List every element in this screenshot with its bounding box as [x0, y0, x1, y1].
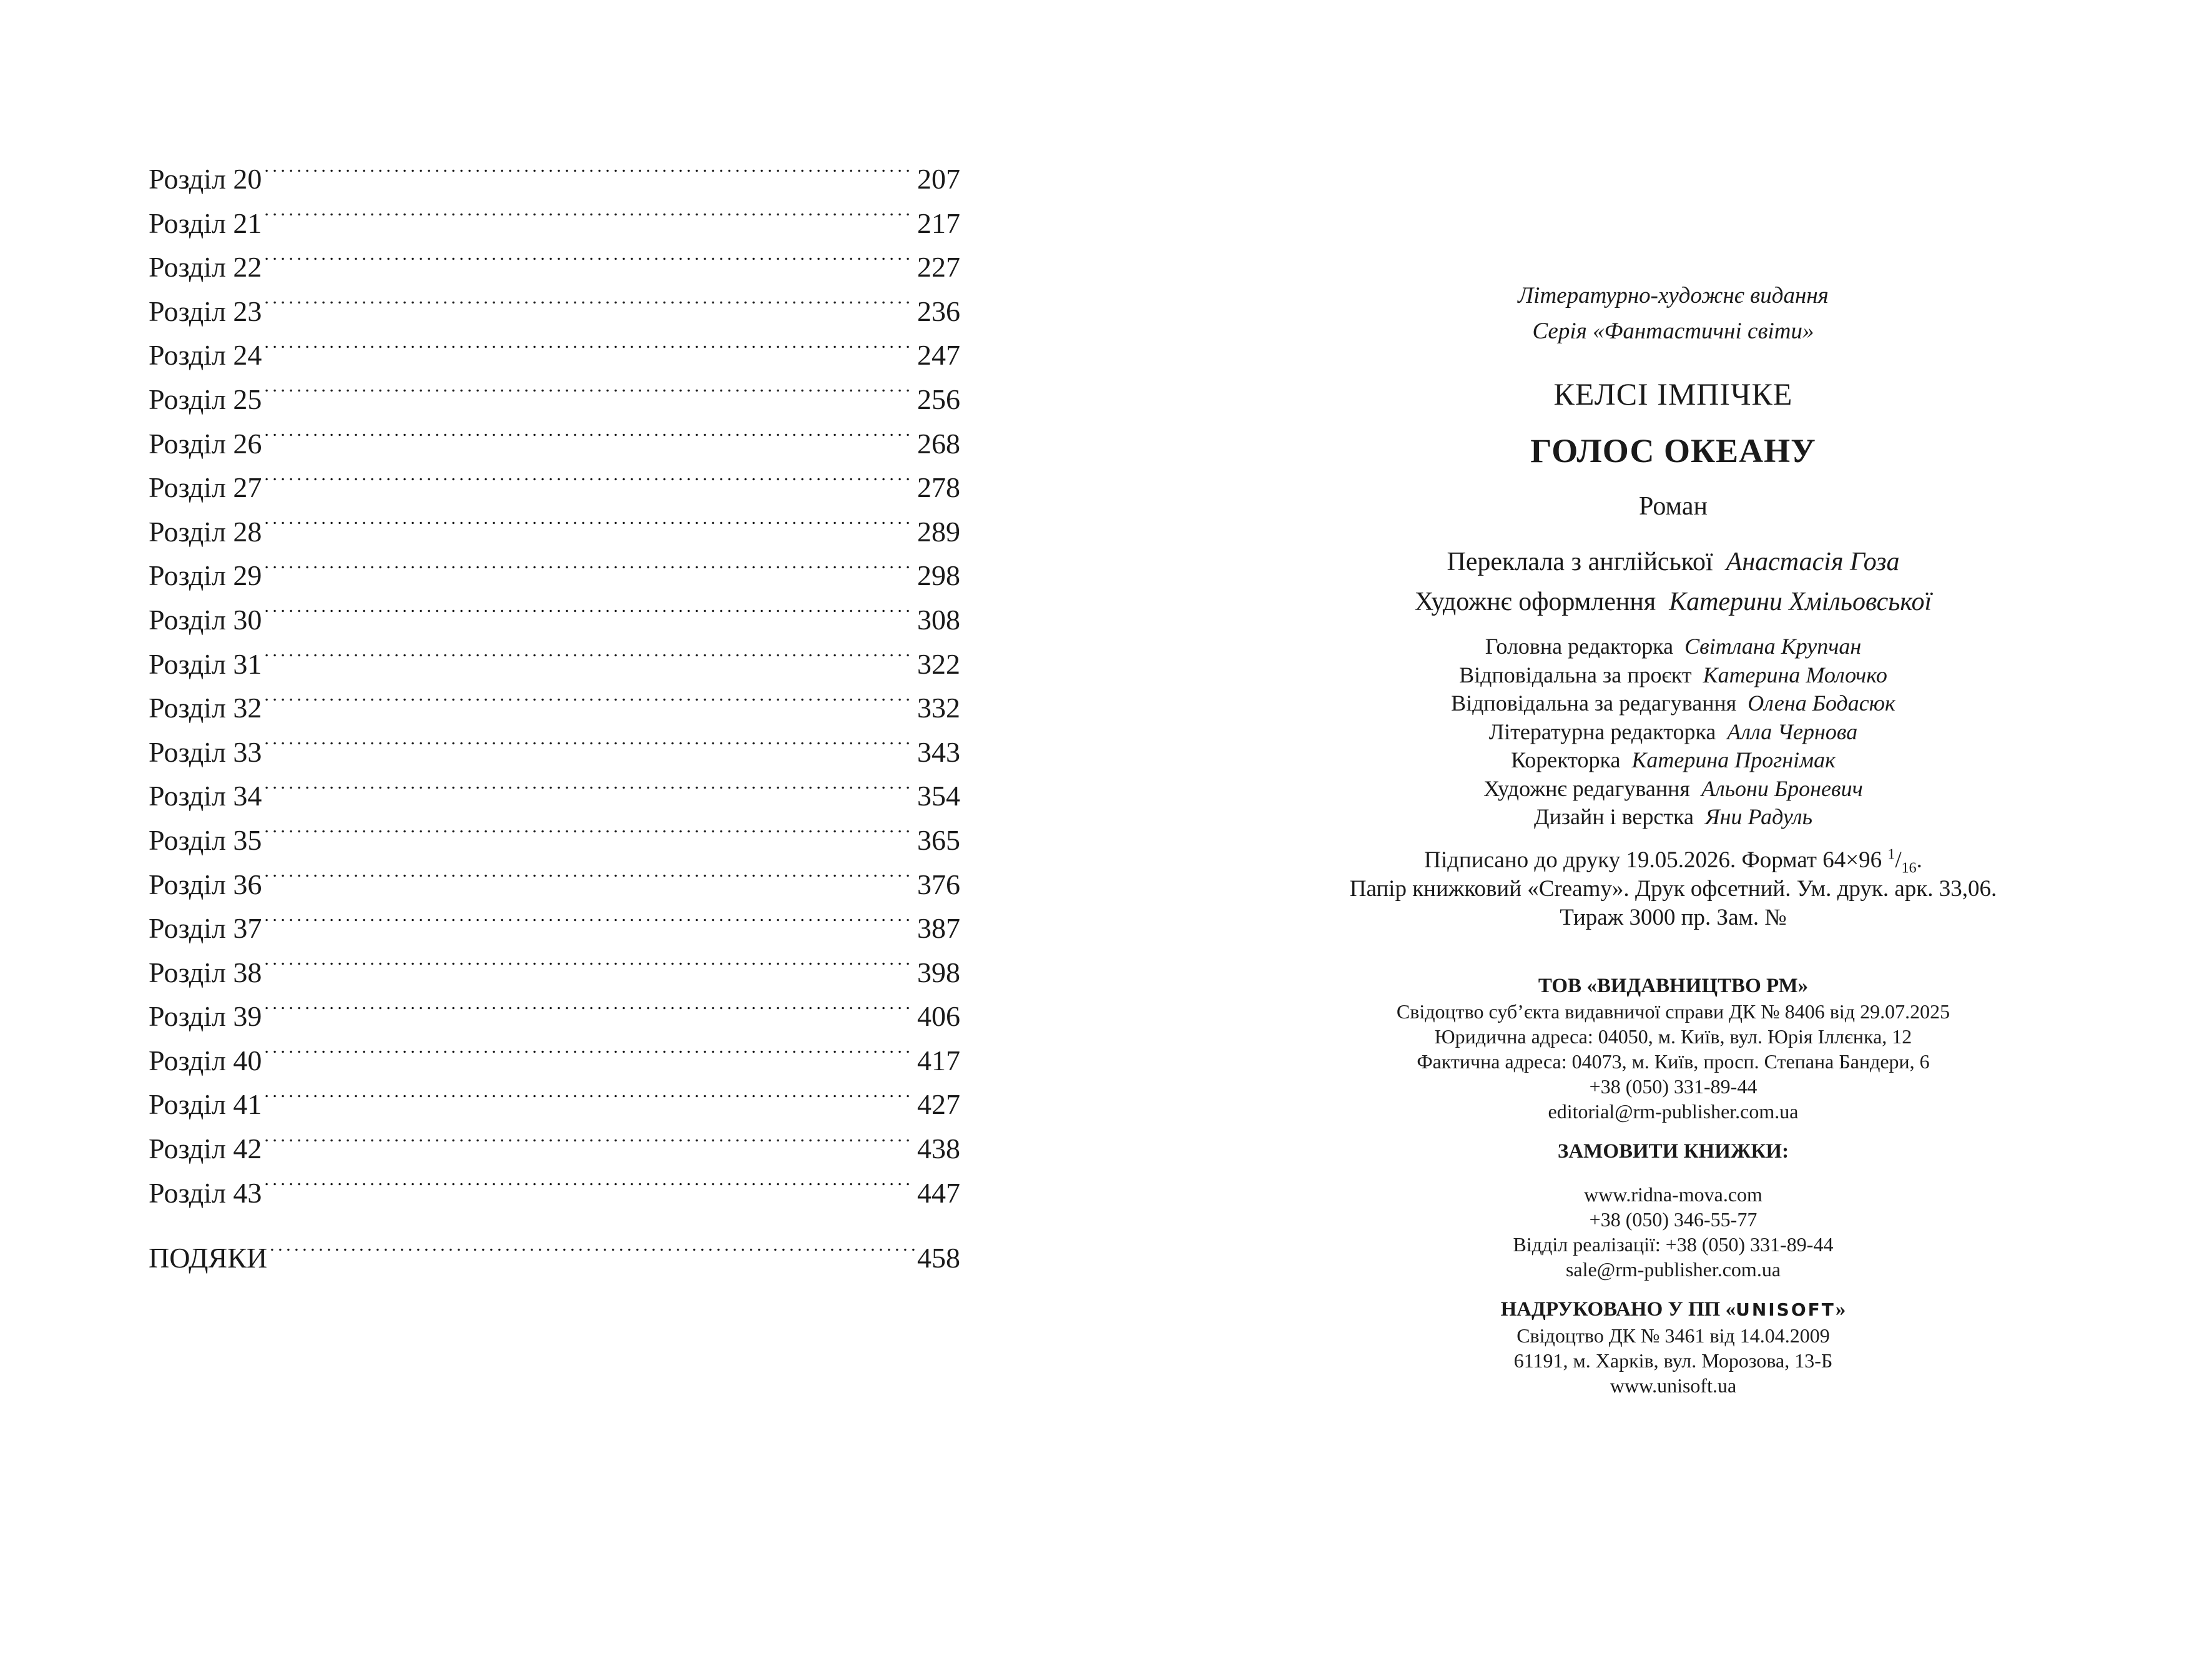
- genre: [1267, 489, 2079, 524]
- toc-entry-page: 343: [917, 736, 960, 768]
- toc-entry-page: 417: [917, 1044, 960, 1076]
- genre-text: Роман: [1639, 492, 1708, 521]
- toc-entry-label: ПОДЯКИ: [149, 1242, 268, 1274]
- printer-website: www.unisoft.ua: [1610, 1374, 1737, 1397]
- order-block: [1267, 1138, 2079, 1282]
- publisher-phone: +38 (050) 331-89-44: [1589, 1075, 1757, 1098]
- publisher-legal-address: Юридична адреса: 04050, м. Київ, вул. Юрія Іллєнка, 12: [1434, 1025, 1912, 1048]
- toc-entry-label: Розділ 25: [149, 383, 262, 415]
- toc-entry-label: Розділ 27: [149, 471, 262, 504]
- author-text: КЕЛСІ ІМПІЧКЕ: [1553, 377, 1793, 411]
- toc-leader-dots: [264, 556, 915, 585]
- toc-leader-dots: [264, 865, 915, 894]
- toc-leader-dots: [264, 645, 915, 674]
- print-signed-text: Підписано до друку 19.05.2026. Формат 64×96: [1424, 847, 1882, 873]
- print-signed-suffix: .: [1916, 847, 1922, 873]
- publisher-certificate: Свідоцтво суб’єкта видавничої справи ДК № 8406 від 29.07.2025: [1396, 1000, 1950, 1023]
- paper-info: Папір книжковий «Creamy». Друк офсетний. Ум. друк. арк. 33,06.: [1349, 876, 1997, 902]
- printer-suffix: »: [1835, 1298, 1846, 1321]
- toc-entry: [149, 1127, 960, 1171]
- toc-leader-dots: [264, 468, 915, 497]
- toc-leader-dots: [264, 292, 915, 321]
- toc-entry: [149, 378, 960, 422]
- toc-entry: [149, 1236, 960, 1281]
- toc-entry-page: 376: [917, 868, 960, 900]
- design-line: [1267, 582, 2079, 622]
- toc-leader-dots: [264, 204, 915, 233]
- translator-role: Переклала з англійської: [1447, 548, 1713, 576]
- staff-name: Алла Чернова: [1727, 719, 1858, 744]
- toc-leader-dots: [264, 997, 915, 1026]
- toc-entry-page: 427: [917, 1088, 960, 1121]
- design-name: Катерини Хмільовської: [1669, 588, 1932, 616]
- staff-name: Олена Бодасюк: [1747, 691, 1895, 716]
- toc-entry-label: Розділ 33: [149, 736, 262, 768]
- staff-credit-line: [1267, 718, 2079, 747]
- book-title-text: ГОЛОС ОКЕАНУ: [1530, 432, 1816, 470]
- toc-entry-page: 332: [917, 692, 960, 724]
- toc-entry: [149, 1171, 960, 1216]
- staff-name: Альони Броневич: [1701, 775, 1863, 801]
- toc-entry: [149, 598, 960, 642]
- printer-address: 61191, м. Харків, вул. Морозова, 13-Б: [1513, 1349, 1833, 1372]
- toc-entry: [149, 466, 960, 510]
- toc-entry: [149, 819, 960, 863]
- staff-role: Коректорка: [1511, 747, 1621, 772]
- order-phone: +38 (050) 346-55-77: [1589, 1208, 1757, 1231]
- toc-entry-label: Розділ 39: [149, 1000, 262, 1033]
- toc-entry: [149, 290, 960, 334]
- toc-entry-label: Розділ 35: [149, 824, 262, 856]
- toc-leader-dots: [264, 248, 915, 277]
- toc-entry: [149, 951, 960, 995]
- toc-entry: [149, 554, 960, 598]
- toc-entry: [149, 863, 960, 907]
- toc-entry-label: Розділ 31: [149, 647, 262, 680]
- toc-entry-label: Розділ 32: [149, 692, 262, 724]
- toc-entry: [149, 774, 960, 819]
- toc-entry-page: 322: [917, 647, 960, 680]
- publisher-block: [1267, 973, 2079, 1124]
- design-role: Художнє оформлення: [1414, 588, 1656, 616]
- toc-entry-label: Розділ 38: [149, 956, 262, 988]
- printer-brand: UNISOFT: [1736, 1299, 1836, 1320]
- toc-entry-page: 217: [917, 207, 960, 239]
- toc-entry-label: Розділ 37: [149, 912, 262, 945]
- toc-entry-page: 268: [917, 427, 960, 460]
- publisher-name: ТОВ «ВИДАВНИЦТВО РМ»: [1538, 975, 1809, 997]
- toc-leader-dots: [264, 1041, 915, 1070]
- toc-entry-label: Розділ 21: [149, 207, 262, 239]
- toc-entry: [149, 731, 960, 775]
- toc-entry-label: Розділ 34: [149, 780, 262, 812]
- toc-leader-dots: [264, 777, 915, 805]
- toc-entry: [149, 686, 960, 731]
- edition-type: Літературно-художнє видання: [1518, 283, 1829, 308]
- toc-leader-dots: [264, 821, 915, 850]
- toc-entry-label: Розділ 23: [149, 295, 262, 327]
- toc-entry: [149, 907, 960, 951]
- staff-name: Катерина Прогнімак: [1631, 747, 1836, 772]
- print-info: [1267, 846, 2079, 932]
- toc-entry-label: Розділ 36: [149, 868, 262, 900]
- toc-entry-page: 227: [917, 251, 960, 283]
- format-numerator: 1: [1887, 846, 1895, 863]
- toc-leader-dots: [264, 513, 915, 541]
- toc-entry: [149, 1039, 960, 1083]
- staff-name: Яни Радуль: [1705, 804, 1812, 829]
- toc-entry-page: 406: [917, 1000, 960, 1033]
- toc-entry-label: Розділ 42: [149, 1133, 262, 1165]
- toc-leader-dots: [270, 1239, 915, 1268]
- toc-entry-page: 247: [917, 339, 960, 372]
- staff-credits: [1267, 633, 2079, 832]
- book-title: [1267, 431, 2079, 471]
- toc-entry-page: 354: [917, 780, 960, 812]
- print-signed-line: Підписано до друку 19.05.2026. Формат 64×96 $^1/_{16}$.: [1424, 846, 1922, 877]
- toc-entry-page: 447: [917, 1176, 960, 1209]
- toc-entry-label: Розділ 20: [149, 163, 262, 195]
- staff-role: Головна редакторка: [1485, 634, 1674, 659]
- staff-credit-line: [1267, 746, 2079, 775]
- toc-entry-page: 308: [917, 603, 960, 636]
- order-title: ЗАМОВИТИ КНИЖКИ:: [1557, 1140, 1789, 1163]
- format-denominator: 16: [1901, 860, 1917, 877]
- toc-leader-dots: [264, 1174, 915, 1203]
- staff-name: Світлана Крупчан: [1684, 634, 1862, 659]
- toc-leader-dots: [264, 601, 915, 629]
- toc-leader-dots: [264, 909, 915, 938]
- toc-entry-page: 438: [917, 1133, 960, 1165]
- staff-credit-line: [1267, 661, 2079, 690]
- order-email: sale@rm-publisher.com.ua: [1565, 1258, 1781, 1281]
- toc-entry-page: 387: [917, 912, 960, 945]
- toc-entry-page: 256: [917, 383, 960, 415]
- toc-entry: [149, 422, 960, 466]
- toc-entry-page: 289: [917, 515, 960, 548]
- toc-entry: [149, 995, 960, 1039]
- order-sales: Відділ реалізації: +38 (050) 331-89-44: [1513, 1233, 1834, 1256]
- toc-entry: [149, 202, 960, 246]
- toc-entry-page: 236: [917, 295, 960, 327]
- edition-block: [1267, 278, 2079, 349]
- toc-entry-label: Розділ 24: [149, 339, 262, 372]
- toc-entry-page: 458: [917, 1242, 960, 1274]
- toc-leader-dots: [264, 160, 915, 189]
- staff-credit-line: [1267, 775, 2079, 804]
- printer-prefix: НАДРУКОВАНО У ПП «: [1500, 1298, 1736, 1321]
- printer-name: [1267, 1296, 2079, 1323]
- toc-entry-label: Розділ 40: [149, 1044, 262, 1076]
- series-name: Серія «Фантастичні світи»: [1532, 318, 1814, 344]
- toc-leader-dots: [264, 733, 915, 762]
- publisher-actual-address: Фактична адреса: 04073, м. Київ, просп. Степана Бандери, 6: [1417, 1050, 1930, 1073]
- staff-credit-line: [1267, 689, 2079, 718]
- staff-role: Дизайн і верстка: [1534, 804, 1694, 829]
- toc-leader-dots: [264, 1085, 915, 1114]
- toc-entry: [149, 157, 960, 202]
- staff-role: Художнє редагування: [1483, 775, 1690, 801]
- toc-entry-page: 207: [917, 163, 960, 195]
- staff-credit-line: [1267, 803, 2079, 832]
- staff-credit-line: [1267, 633, 2079, 661]
- staff-role: Відповідальна за проєкт: [1459, 662, 1692, 687]
- staff-role: Відповідальна за редагування: [1451, 691, 1737, 716]
- translator-name: Анастасія Гоза: [1726, 548, 1900, 576]
- translator-credits: [1267, 542, 2079, 622]
- staff-name: Катерина Молочко: [1703, 662, 1887, 687]
- toc-entry: [149, 642, 960, 687]
- toc-entry: [149, 510, 960, 554]
- toc-entry-label: Розділ 41: [149, 1088, 262, 1121]
- publisher-email: editorial@rm-publisher.com.ua: [1548, 1100, 1799, 1123]
- author-name: [1267, 375, 2079, 413]
- circulation-info: Тираж 3000 пр. Зам. №: [1560, 905, 1787, 930]
- staff-role: Літературна редакторка: [1488, 719, 1716, 744]
- toc-entry-label: Розділ 30: [149, 603, 262, 636]
- toc-leader-dots: [264, 336, 915, 365]
- toc-entry-label: Розділ 22: [149, 251, 262, 283]
- translator-line: [1267, 542, 2079, 582]
- toc-entry-label: Розділ 26: [149, 427, 262, 460]
- toc-leader-dots: [264, 1130, 915, 1158]
- toc-entry-label: Розділ 43: [149, 1176, 262, 1209]
- printer-block: [1267, 1296, 2079, 1398]
- toc-entry: [149, 245, 960, 290]
- toc-entry-page: 365: [917, 824, 960, 856]
- toc-leader-dots: [264, 689, 915, 717]
- toc-entry-page: 278: [917, 471, 960, 504]
- toc-entry-page: 298: [917, 559, 960, 592]
- toc-leader-dots: [264, 953, 915, 982]
- toc-entry-label: Розділ 29: [149, 559, 262, 592]
- toc-entry: [149, 1083, 960, 1127]
- toc-entry-label: Розділ 28: [149, 515, 262, 548]
- printer-certificate: Свідоцтво ДК № 3461 від 14.04.2009: [1516, 1324, 1830, 1347]
- toc-entry: [149, 333, 960, 378]
- table-of-contents: [149, 157, 960, 1281]
- toc-leader-dots: [264, 380, 915, 409]
- toc-leader-dots: [264, 425, 915, 453]
- order-website: www.ridna-mova.com: [1584, 1183, 1762, 1206]
- toc-entry-page: 398: [917, 956, 960, 988]
